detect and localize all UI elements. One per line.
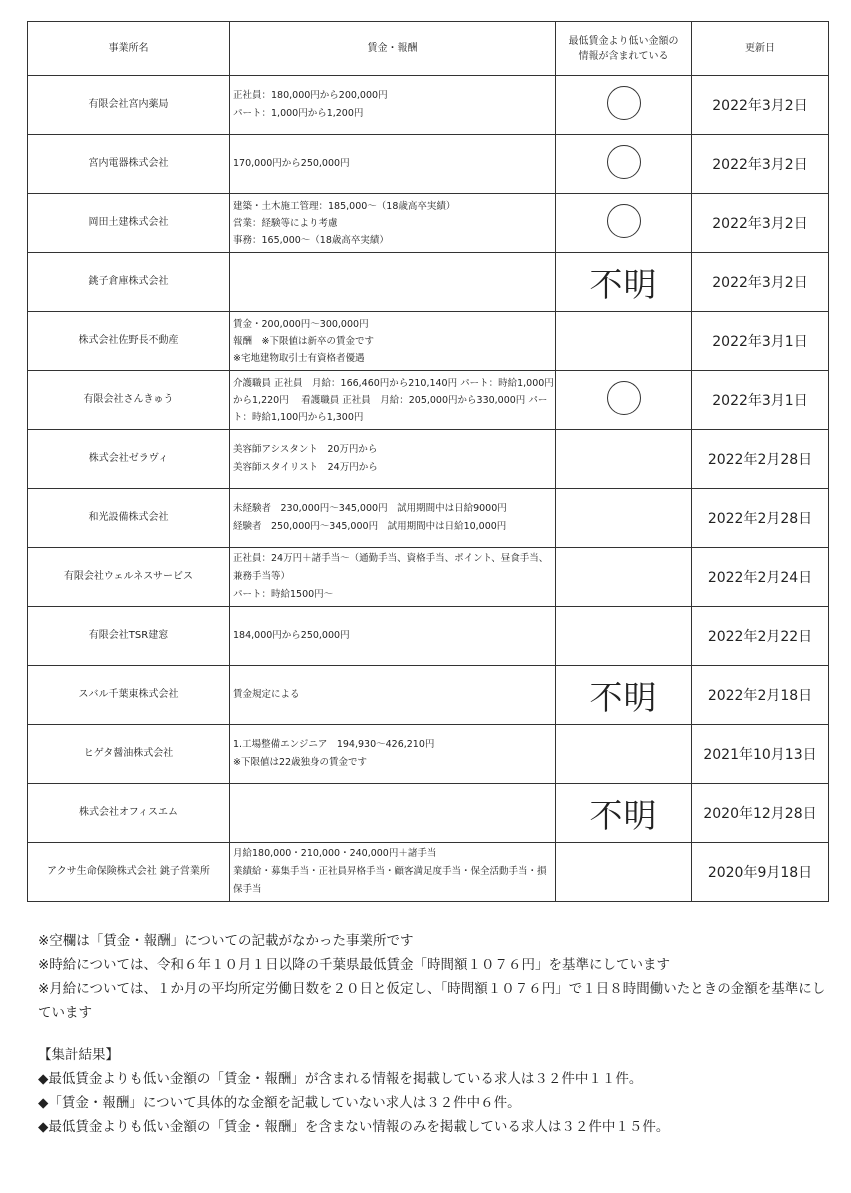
company-name: 有限会社TSR建窓 bbox=[28, 607, 230, 666]
table-row bbox=[28, 76, 829, 135]
wage-line: 170,000円から250,000円 bbox=[233, 158, 350, 169]
wage-line: 営業：経験等により考慮 bbox=[233, 217, 338, 229]
table-row bbox=[28, 194, 829, 253]
updated-date: 2021年10月13日 bbox=[692, 725, 829, 784]
below-min-cell bbox=[556, 784, 692, 843]
below-min-cell bbox=[556, 607, 692, 666]
job-wage-table bbox=[27, 21, 829, 902]
below-min-cell bbox=[556, 548, 692, 607]
updated-date: 2022年2月24日 bbox=[692, 548, 829, 607]
updated-date: 2020年12月28日 bbox=[692, 784, 829, 843]
below-min-cell bbox=[556, 253, 692, 312]
below-min-cell bbox=[556, 725, 692, 784]
updated-date: 2022年2月28日 bbox=[692, 489, 829, 548]
unknown-mark: 不明 bbox=[589, 264, 658, 304]
wage-line: 報酬 ※下限値は新卒の賃金です bbox=[233, 335, 374, 347]
wage-line: 月給180,000・210,000・240,000円＋諸手当 bbox=[233, 848, 437, 859]
updated-date: 2022年3月2日 bbox=[692, 135, 829, 194]
below-min-cell bbox=[556, 76, 692, 135]
wage-cell bbox=[230, 548, 556, 607]
wage-cell bbox=[230, 784, 556, 843]
wage-line: 美容師スタイリスト 24万円から bbox=[233, 462, 378, 473]
wage-line: 184,000円から250,000円 bbox=[233, 630, 350, 641]
wage-cell bbox=[230, 666, 556, 725]
wage-cell bbox=[230, 76, 556, 135]
updated-date: 2022年3月1日 bbox=[692, 371, 829, 430]
company-name: 和光設備株式会社 bbox=[28, 489, 230, 548]
wage-line: 賃金・200,000円～300,000円 bbox=[233, 318, 369, 330]
wage-line: 経験者 250,000円～345,000円 試用期間中は日給10,000円 bbox=[233, 521, 507, 532]
company-name: 岡田土建株式会社 bbox=[28, 194, 230, 253]
note-line: ※月給については、１か月の平均所定労働日数を２０日と仮定し、「時間額１０７６円」で１日８時間働いたときの金額を基準にしています bbox=[38, 981, 826, 1021]
circle-mark-icon bbox=[607, 204, 641, 238]
company-name: 株式会社ゼラヴィ bbox=[28, 430, 230, 489]
wage-line: ※宅地建物取引士有資格者優遇 bbox=[233, 352, 365, 364]
wage-line: 正社員：24万円＋諸手当～（通勤手当、資格手当、ポイント、昼食手当、兼務手当等） bbox=[233, 553, 549, 582]
header-wage: 賃金・報酬 bbox=[230, 22, 556, 76]
updated-date: 2022年3月2日 bbox=[692, 76, 829, 135]
wage-line: 介護職員 正社員 月給：166,460円から210,140円 パート：時給1,000円から1,220円 看護職員 正社員 月給：205,000円から330,000円 パート：時給1,100円から1,300円 bbox=[233, 377, 554, 423]
wage-line: パート：1,000円から1,200円 bbox=[233, 108, 364, 119]
summary-item: ◆最低賃金よりも低い金額の「賃金・報酬」が含まれる情報を掲載している求人は３２件中１１件。 bbox=[38, 1071, 643, 1087]
company-name: 株式会社佐野長不動産 bbox=[28, 312, 230, 371]
wage-line: 賃金規定による bbox=[233, 689, 300, 700]
wage-cell bbox=[230, 430, 556, 489]
circle-mark-icon bbox=[607, 145, 641, 179]
wage-line: 正社員：180,000円から200,000円 bbox=[233, 90, 388, 101]
below-min-cell bbox=[556, 666, 692, 725]
company-name: 有限会社さんきゅう bbox=[28, 371, 230, 430]
header-updated: 更新日 bbox=[692, 22, 829, 76]
wage-line: 事務：165,000～（18歳高卒実績） bbox=[233, 234, 389, 246]
table-row bbox=[28, 843, 829, 902]
company-name: スバル千葉東株式会社 bbox=[28, 666, 230, 725]
summary-title: 【集計結果】 bbox=[38, 1047, 119, 1063]
wage-cell bbox=[230, 489, 556, 548]
company-name: ヒゲタ醤油株式会社 bbox=[28, 725, 230, 784]
note-line: ※空欄は「賃金・報酬」についての記載がなかった事業所です bbox=[38, 933, 414, 949]
company-name: 有限会社ウェルネスサービス bbox=[28, 548, 230, 607]
below-min-cell bbox=[556, 371, 692, 430]
company-name: 有限会社宮内薬局 bbox=[28, 76, 230, 135]
wage-line: 業績給・募集手当・正社員昇格手当・顧客満足度手当・保全活動手当・損保手当 bbox=[233, 866, 547, 895]
wage-cell bbox=[230, 843, 556, 902]
table-row bbox=[28, 253, 829, 312]
wage-line: パート：時給1500円～ bbox=[233, 589, 334, 600]
wage-line: 美容師アシスタント 20万円から bbox=[233, 444, 378, 455]
header-below-min-line2: 情報が含まれている bbox=[578, 50, 669, 62]
wage-line: 未経験者 230,000円～345,000円 試用期間中は日給9000円 bbox=[233, 503, 507, 514]
below-min-cell bbox=[556, 489, 692, 548]
table-row bbox=[28, 430, 829, 489]
table-row bbox=[28, 607, 829, 666]
table-row bbox=[28, 548, 829, 607]
wage-line: 1.工場整備エンジニア 194,930～426,210円 bbox=[233, 739, 435, 750]
summary-item: ◆最低賃金よりも低い金額の「賃金・報酬」を含まない情報のみを掲載している求人は３２件中１５件。 bbox=[38, 1119, 670, 1135]
circle-mark-icon bbox=[607, 381, 641, 415]
company-name: 宮内電器株式会社 bbox=[28, 135, 230, 194]
below-min-cell bbox=[556, 135, 692, 194]
table-row bbox=[28, 371, 829, 430]
wage-cell bbox=[230, 194, 556, 253]
updated-date: 2022年3月2日 bbox=[692, 194, 829, 253]
summary-item: ◆「賃金・報酬」について具体的な金額を記載していない求人は３２件中６件。 bbox=[38, 1095, 521, 1111]
table-row bbox=[28, 489, 829, 548]
header-below-min bbox=[556, 22, 692, 76]
wage-cell bbox=[230, 725, 556, 784]
below-min-cell bbox=[556, 312, 692, 371]
below-min-cell bbox=[556, 430, 692, 489]
updated-date: 2022年3月2日 bbox=[692, 253, 829, 312]
updated-date: 2022年2月22日 bbox=[692, 607, 829, 666]
updated-date: 2020年9月18日 bbox=[692, 843, 829, 902]
wage-cell bbox=[230, 607, 556, 666]
company-name: 銚子倉庫株式会社 bbox=[28, 253, 230, 312]
company-name: 株式会社オフィスエム bbox=[28, 784, 230, 843]
below-min-cell bbox=[556, 194, 692, 253]
table-header-row bbox=[28, 22, 829, 76]
table-row bbox=[28, 725, 829, 784]
updated-date: 2022年2月18日 bbox=[692, 666, 829, 725]
note-line: ※時給については、令和６年１０月１日以降の千葉県最低賃金「時間額１０７６円」を基準にしています bbox=[38, 957, 671, 973]
table-row bbox=[28, 135, 829, 194]
table-row bbox=[28, 784, 829, 843]
table-row bbox=[28, 666, 829, 725]
circle-mark-icon bbox=[607, 86, 641, 120]
unknown-mark: 不明 bbox=[589, 795, 658, 835]
updated-date: 2022年2月28日 bbox=[692, 430, 829, 489]
unknown-mark: 不明 bbox=[589, 677, 658, 717]
wage-line: ※下限値は22歳独身の賃金です bbox=[233, 757, 368, 768]
wage-cell bbox=[230, 371, 556, 430]
header-name: 事業所名 bbox=[28, 22, 230, 76]
below-min-cell bbox=[556, 843, 692, 902]
wage-cell bbox=[230, 135, 556, 194]
wage-cell bbox=[230, 312, 556, 371]
wage-cell bbox=[230, 253, 556, 312]
updated-date: 2022年3月1日 bbox=[692, 312, 829, 371]
company-name: アクサ生命保険株式会社 銚子営業所 bbox=[28, 843, 230, 902]
notes bbox=[38, 929, 828, 1025]
summary bbox=[38, 1043, 828, 1139]
wage-line: 建築・土木施工管理：185,000～（18歳高卒実績） bbox=[233, 200, 456, 212]
header-below-min-line1: 最低賃金より低い金額の bbox=[568, 35, 679, 47]
table-row bbox=[28, 312, 829, 371]
